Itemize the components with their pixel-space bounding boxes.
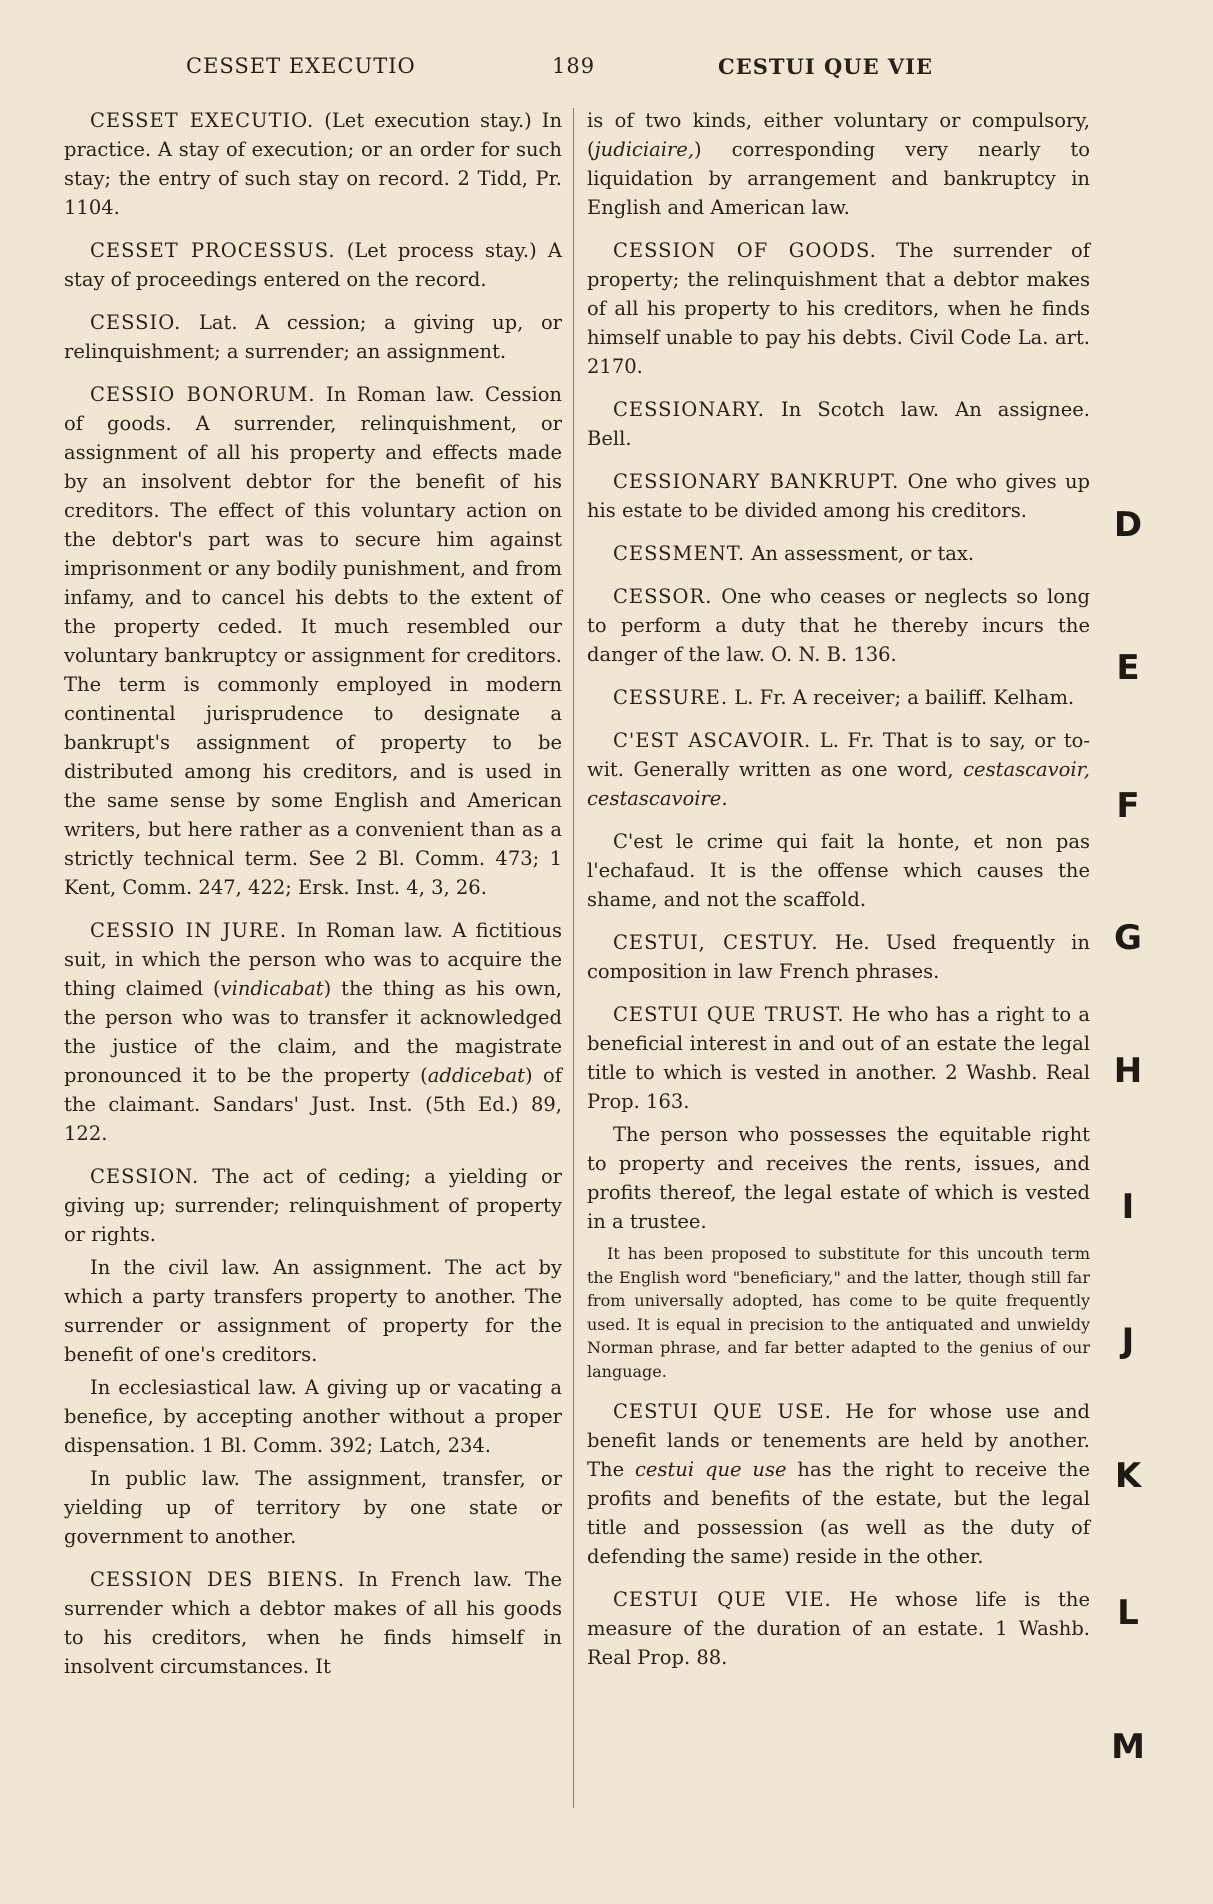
- entry-text: An assessment, or tax.: [751, 542, 975, 565]
- entry-cession-des-biens-continued: [587, 106, 1090, 222]
- entry-cessio-in-jure: [64, 916, 562, 1148]
- entry-text: He. Used frequently in composition in law French phrases.: [587, 931, 1090, 983]
- entry-text: In Roman law. A fictitious suit, in which the person who was to acquire the thing claimed (: [64, 919, 562, 1000]
- entry-term: C'EST ASCAVOIR.: [613, 729, 812, 752]
- entry-cestui-que-trust-second-sense: [587, 1120, 1090, 1236]
- entry-italic: addicebat: [427, 1064, 525, 1087]
- entry-term: CESSIONARY.: [613, 398, 766, 421]
- entry-note-text: It has been proposed to substitute for this uncouth term the English word "beneficiary," and the latter, though still far from universally adopted, has come to be quite frequently used. It is equal in precision to the antiquated and unwieldy Norman phrase, and far better adapted to the genius of our language.: [587, 1244, 1090, 1381]
- entry-term: CESTUI, CESTUY.: [613, 931, 819, 954]
- entry-term: CESSURE.: [613, 686, 729, 709]
- entry-text: L. Fr. That is to say, or to-wit. Generally written as one word,: [587, 729, 1091, 781]
- entry-text: (Let process stay.) A stay of proceedings entered on the record.: [64, 239, 562, 291]
- entry-cestui-que-use: [587, 1397, 1090, 1571]
- entry-term: CESSIO BONORUM.: [90, 383, 316, 406]
- entry-term: CESSET EXECUTIO.: [90, 109, 315, 132]
- thumb-index-h: H: [1113, 1051, 1143, 1091]
- header-left-term: CESSET EXECUTIO: [186, 54, 416, 78]
- entry-italic: cestascavoir, cestascavoire.: [587, 758, 1090, 810]
- entry-text: In the civil law. An assignment. The act by which a party transfers property to another. The surrender or assignment of property for the benefit of one's creditors.: [64, 1256, 562, 1366]
- entry-cession-ecclesiastical-law: [64, 1373, 562, 1460]
- entry-text: In Roman law. Cession of goods. A surrender, relinquishment, or assignment of all his property and effects made by an insolvent debtor for the benefit of his creditors. The effect of this voluntary action on the debtor's part was to secure him against imprisonment or any bodily punishment, and from infamy, and to cancel his debts to the extent of the property ceded. It much resembled our voluntary bankruptcy or assignment for creditors. The term is commonly employed in modern continental jurisprudence to designate a bankrupt's assignment of property to be distributed among his creditors, and is used in the same sense by some English and American writers, but here rather as a convenient than as a strictly technical term. See 2 Bl. Comm. 473; 1 Kent, Comm. 247, 422; Ersk. Inst. 4, 3, 26.: [64, 383, 562, 899]
- entry-text: is of two kinds, either voluntary or compulsory, (: [587, 109, 1090, 161]
- entry-cessio: [64, 308, 562, 366]
- column-divider: [573, 108, 574, 1808]
- entry-term: CESTUI QUE VIE.: [613, 1588, 832, 1611]
- running-head: [0, 54, 1213, 84]
- entry-italic: vindicabat: [220, 977, 324, 1000]
- entry-term: CESSIO.: [90, 311, 182, 334]
- thumb-index-g: G: [1114, 918, 1142, 958]
- entry-cessionary: [587, 395, 1090, 453]
- entry-text: has the right to receive the profits and benefits of the estate, but the legal title and possession (as well as the duty of defending the same) reside in the other.: [587, 1458, 1090, 1568]
- entry-term: CESSOR.: [613, 585, 713, 608]
- entry-cestui-cestuy: [587, 928, 1090, 986]
- entry-cest-ascavoir: [587, 726, 1090, 813]
- entry-cession-public-law: [64, 1464, 562, 1551]
- entry-term: CESSIONARY BANKRUPT.: [613, 470, 900, 493]
- entry-text: The surrender of property; the relinquishment that a debtor makes of all his property to his creditors, when he finds himself unable to pay his debts. Civil Code La. art. 2170.: [587, 239, 1090, 378]
- entry-cession: [64, 1162, 562, 1249]
- entry-text: ) the thing as his own, the person who was to transfer it acknowledged the justice of the claim, and the magistrate pronounced it to be the property (: [64, 977, 562, 1087]
- right-column: [587, 106, 1090, 1672]
- entry-text: In Scotch law. An assignee. Bell.: [587, 398, 1091, 450]
- entry-text: In ecclesiastical law. A giving up or vacating a benefice, by accepting another without a proper dispensation. 1 Bl. Comm. 392; Latch, 234.: [64, 1376, 562, 1457]
- entry-term: CESSET PROCESSUS.: [90, 239, 336, 262]
- entry-text: The person who possesses the equitable right to property and receives the rents, issues, and profits thereof, the legal estate of which is vested in a trustee.: [587, 1123, 1090, 1233]
- thumb-index-j: J: [1121, 1321, 1135, 1361]
- left-column: [64, 106, 562, 1681]
- header-right-term: CESTUI QUE VIE: [718, 54, 934, 79]
- entry-text: C'est le crime qui fait la honte, et non pas l'echafaud. It is the offense which causes the shame, and not the scaffold.: [587, 830, 1090, 911]
- entry-cessure: [587, 683, 1090, 712]
- entry-term: CESSION OF GOODS.: [613, 239, 877, 262]
- entry-text: In public law. The assignment, transfer, or yielding up of territory by one state or government to another.: [64, 1467, 562, 1548]
- entry-text: The act of ceding; a yielding or giving up; surrender; relinquishment of property or rights.: [64, 1165, 563, 1246]
- entry-cession-des-biens: [64, 1565, 562, 1681]
- entry-cestui-que-trust-note: [587, 1242, 1090, 1383]
- entry-cesset-executio: [64, 106, 562, 222]
- entry-text: He whose life is the measure of the duration of an estate. 1 Washb. Real Prop. 88.: [587, 1588, 1090, 1669]
- page-number: 189: [552, 54, 596, 78]
- thumb-index-e: E: [1116, 648, 1140, 688]
- entry-term: CESTUI QUE TRUST.: [613, 1003, 845, 1026]
- thumb-index-d: D: [1113, 505, 1143, 545]
- entry-cestui-que-vie: [587, 1585, 1090, 1672]
- entry-text: One who gives up his estate to be divided among his creditors.: [587, 470, 1091, 522]
- entry-cessment: [587, 539, 1090, 568]
- entry-cestui-que-trust: [587, 1000, 1090, 1116]
- entry-text: In French law. The surrender which a debtor makes of all his goods to his creditors, when he finds himself in insolvent circumstances. It: [64, 1568, 562, 1678]
- entry-text: ) corresponding very nearly to liquidation by arrangement and bankruptcy in English and American law.: [587, 138, 1090, 219]
- entry-text: L. Fr. A receiver; a bailiff. Kelham.: [734, 686, 1075, 709]
- thumb-index-m: M: [1111, 1727, 1145, 1767]
- thumb-index-f: F: [1116, 786, 1140, 826]
- thumb-index-i: I: [1121, 1187, 1135, 1227]
- entry-term: CESSION DES BIENS.: [90, 1568, 346, 1591]
- entry-text: (Let execution stay.) In practice. A stay of execution; or an order for such stay; the entry of such stay on record. 2 Tidd, Pr. 1104.: [64, 109, 563, 219]
- entry-cessor: [587, 582, 1090, 669]
- entry-text: He who has a right to a beneficial interest in and out of an estate the legal title to which is vested in another. 2 Washb. Real Prop. 163.: [587, 1003, 1090, 1113]
- thumb-index-k: K: [1114, 1456, 1142, 1496]
- entry-cesset-processus: [64, 236, 562, 294]
- entry-cessionary-bankrupt: [587, 467, 1090, 525]
- entry-text: Lat. A cession; a giving up, or relinquishment; a surrender; an assignment.: [64, 311, 563, 363]
- entry-italic: cestui que use: [634, 1458, 787, 1481]
- entry-text: One who ceases or neglects so long to perform a duty that he thereby incurs the danger of the law. O. N. B. 136.: [587, 585, 1091, 666]
- entry-text: He for whose use and benefit lands or tenements are held by another. The: [587, 1400, 1091, 1481]
- entry-cest-le-crime: [587, 827, 1090, 914]
- entry-term: CESTUI QUE USE.: [613, 1400, 832, 1423]
- entry-term: CESSIO IN JURE.: [90, 919, 288, 942]
- entry-cessio-bonorum: [64, 380, 562, 902]
- entry-cession-civil-law: [64, 1253, 562, 1369]
- entry-italic: judiciaire,: [594, 138, 695, 161]
- entry-term: CESSION.: [90, 1165, 200, 1188]
- entry-text: ) of the claimant. Sandars' Just. Inst. (5th Ed.) 89, 122.: [64, 1064, 562, 1145]
- entry-term: CESSMENT.: [613, 542, 746, 565]
- thumb-index-l: L: [1117, 1593, 1139, 1633]
- entry-cession-of-goods: [587, 236, 1090, 381]
